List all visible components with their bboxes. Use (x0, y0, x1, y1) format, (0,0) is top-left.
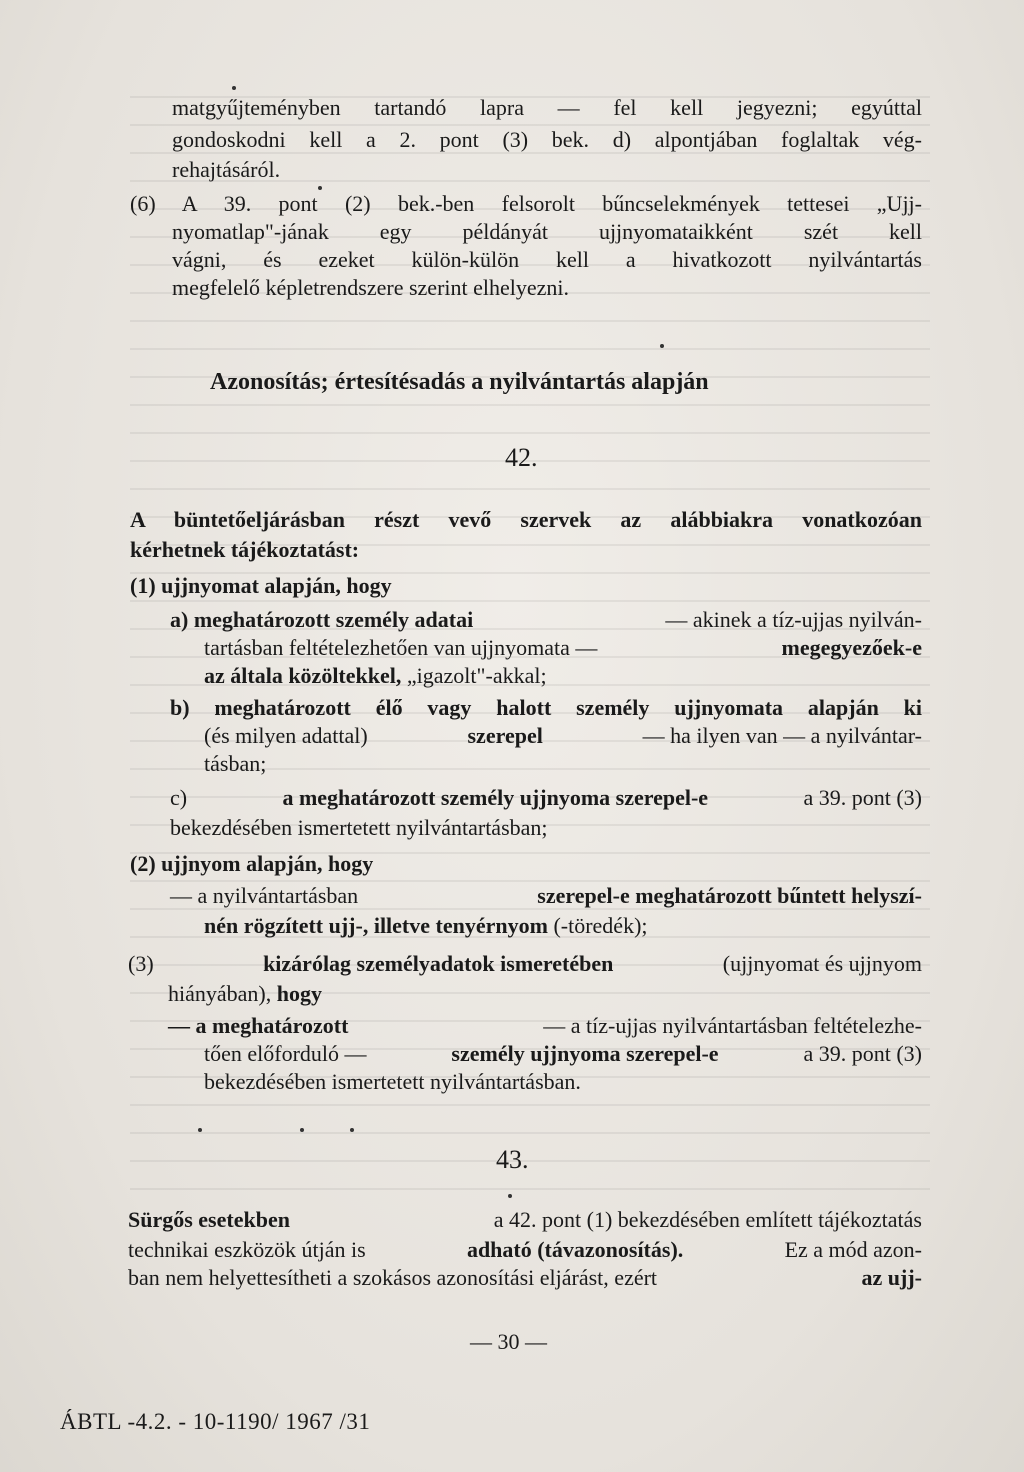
text-span: — akinek a tíz-ujjas nyilván- (665, 607, 922, 632)
section-number: 42. (505, 443, 538, 472)
text-span: hogy (276, 981, 322, 1006)
ink-speck (232, 86, 236, 90)
ink-speck (660, 344, 664, 348)
text-span: tartásban feltételezhetően van ujjnyomata — (204, 635, 598, 660)
section-number: 43. (496, 1145, 529, 1174)
text-span: technikai eszközök útján is (128, 1237, 366, 1262)
text-line: (6) A 39. pont (2) bek.-ben felsorolt bűncselekmények tettesei „Ujj- (130, 191, 922, 216)
text-span: a meghatározott személy ujjnyoma szerepel-e (282, 785, 709, 810)
ink-speck (198, 1128, 202, 1132)
text-span: (és milyen adattal) (204, 723, 368, 748)
text-span: — a meghatározott (168, 1013, 349, 1038)
text-span: a) meghatározott személy adatai (170, 607, 474, 632)
text-span: (-töredék); (553, 913, 648, 938)
text-line: A büntetőeljárásban részt vevő szervek az alábbiakra vonatkozóan (130, 507, 922, 532)
text-line: tásban; (204, 751, 267, 776)
ink-speck (350, 1128, 354, 1132)
text-span: ban nem helyettesítheti a szokásos azonosítási eljárást, ezért (128, 1265, 658, 1290)
section-heading: Azonosítás; értesítésadás a nyilvántartás alapján (210, 369, 709, 395)
ink-speck (508, 1194, 512, 1198)
ink-speck (300, 1128, 304, 1132)
text-span: szerepel (467, 723, 543, 748)
list-item-heading: (2) ujjnyom alapján, hogy (130, 851, 374, 876)
text-span: nén rögzített ujj-, illetve tenyérnyom (204, 913, 548, 938)
text-line (170, 606, 922, 634)
text-span: személy ujjnyoma szerepel-e (451, 1041, 719, 1066)
text-line (170, 882, 922, 910)
list-item-heading (130, 572, 392, 600)
archive-reference: ÁBTL -4.2. - 10-1190/ 1967 /31 (60, 1409, 371, 1434)
text-span: (3) (128, 951, 154, 976)
text-span: Sürgős esetekben (128, 1207, 290, 1232)
text-span: megegyezőek-e (781, 635, 922, 660)
text-span: az általa közöltekkel, (204, 663, 402, 688)
text-line (128, 1206, 922, 1234)
page-number: — 30 — (470, 1329, 547, 1354)
text-span: az ujj- (861, 1265, 922, 1290)
text-span: a 42. pont (1) bekezdésében említett tájékoztatás (493, 1207, 922, 1232)
text-line (204, 1040, 922, 1068)
text-line (204, 912, 648, 940)
text-line: nyomatlap"-jának egy példányát ujjnyomataikként szét kell (172, 219, 922, 244)
text-line: bekezdésében ismertetett nyilvántartásban; (170, 815, 548, 840)
text-line (170, 784, 922, 812)
text-line (168, 1012, 922, 1040)
text-span: hiányában), (168, 981, 272, 1006)
ink-speck (318, 186, 322, 190)
text-span: (ujjnyomat és ujjnyom (722, 951, 922, 976)
text-line: matgyűjteményben tartandó lapra — fel kell jegyezni; egyúttal (172, 95, 922, 120)
text-line: bekezdésében ismertetett nyilvántartásban. (204, 1069, 581, 1094)
text-span: — ha ilyen van — a nyilvántar- (642, 723, 922, 748)
text-line (204, 662, 547, 690)
text-line: vágni, és ezeket külön-külön kell a hivatkozott nyilvántartás (172, 247, 922, 272)
text-span: a 39. pont (3) (803, 785, 922, 810)
text-line (204, 722, 922, 750)
text-line (168, 980, 322, 1008)
text-span: Ez a mód azon- (784, 1237, 922, 1262)
text-span: — a nyilvántartásban (170, 883, 359, 908)
text-line (128, 1264, 922, 1292)
text-span: adható (távazonosítás). (466, 1237, 684, 1262)
text-span: a 39. pont (3) (803, 1041, 922, 1066)
text-line (128, 950, 922, 978)
text-span: szerepel-e meghatározott bűntett helyszí- (537, 883, 922, 908)
text-line: gondoskodni kell a 2. pont (3) bek. d) alpontjában foglaltak vég- (172, 127, 922, 152)
text-span: (1) ujjnyomat alapján, hogy (130, 573, 392, 598)
text-line: megfelelő képletrendszere szerint elhelyezni. (172, 275, 570, 300)
text-line (128, 1236, 922, 1264)
text-line: kérhetnek tájékoztatást: (130, 537, 360, 562)
text-span: — a tíz-ujjas nyilvántartásban feltételezhe- (543, 1013, 922, 1038)
text-line (204, 634, 922, 662)
text-line: rehajtásáról. (172, 157, 281, 182)
text-span: c) (170, 785, 188, 810)
text-span: tően előforduló — (204, 1041, 367, 1066)
text-span: kizárólag személyadatok ismeretében (263, 951, 614, 976)
text-span: „igazolt"-akkal; (406, 663, 547, 688)
text-line: b) meghatározott élő vagy halott személy ujjnyomata alapján ki (170, 695, 922, 720)
